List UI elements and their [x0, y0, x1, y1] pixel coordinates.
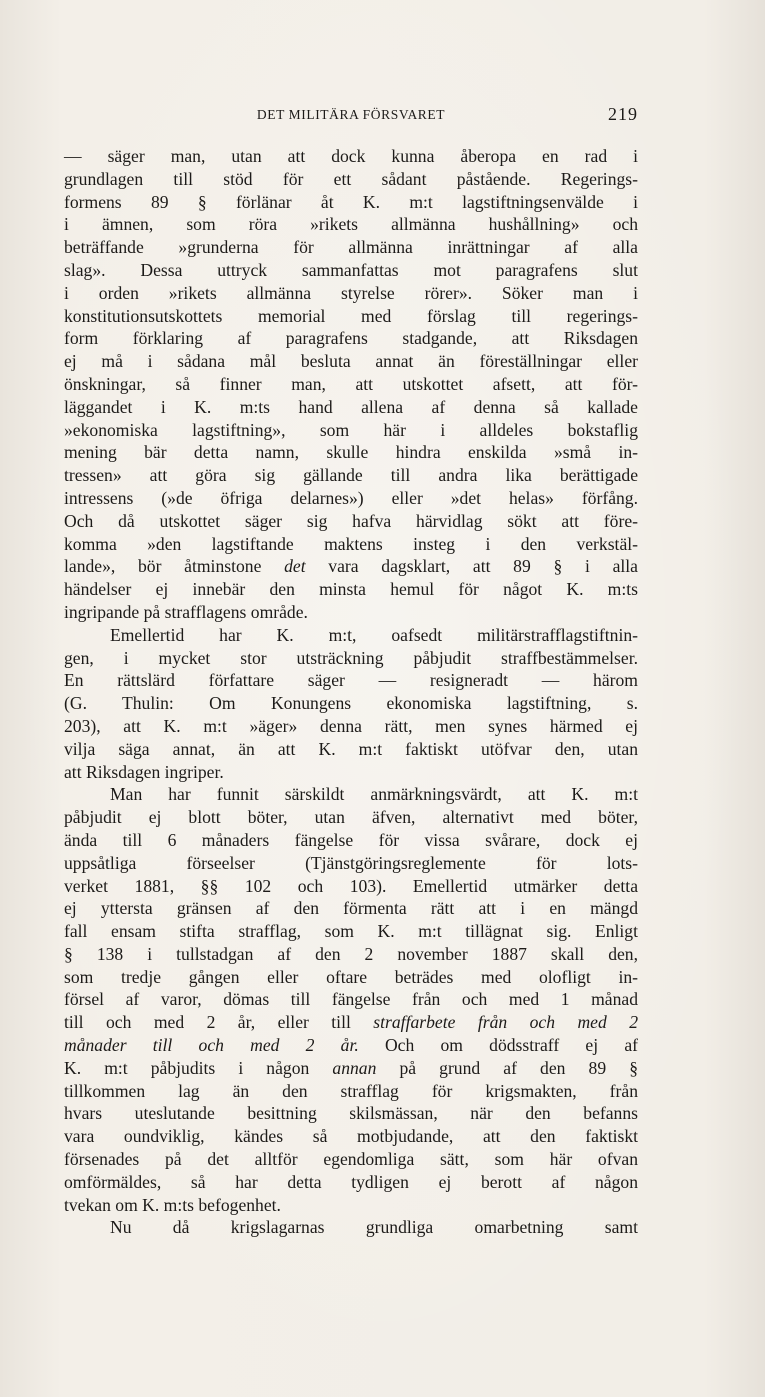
text-line: försel af varor, dömas till fängelse från och med 1 månad: [64, 989, 638, 1010]
text-segment: K. m:t påbjudits i någon: [64, 1057, 333, 1078]
text-line: »ekonomiska lagstiftning», som här i alldeles bokstaflig: [64, 419, 638, 440]
text-line: ingripande på strafflagens område.: [64, 601, 308, 622]
text-line: form förklaring af paragrafens stadgande, att Riksdagen: [64, 328, 638, 349]
text-segment: till och med 2 år, eller till: [64, 1012, 374, 1033]
text-line: Emellertid har K. m:t, oafsedt militärstrafflagstiftnin-: [110, 624, 638, 645]
text-line: hvars uteslutande besittning skilsmässan, när den befanns: [64, 1103, 638, 1124]
text-line: läggandet i K. m:ts hand allena af denna så kallade: [64, 396, 638, 417]
italic-segment: månader till och med 2 år.: [64, 1035, 359, 1056]
text-line: tvekan om K. m:ts befogenhet.: [64, 1194, 281, 1215]
text-line: slag». Dessa uttryck sammanfattas mot paragrafens slut: [64, 259, 638, 280]
text-line: i orden »rikets allmänna styrelse rörer». Söker man i: [64, 282, 638, 303]
text-segment: på grund af den 89 §: [376, 1057, 638, 1078]
text-line: beträffande »grunderna för allmänna inrättningar af alla: [64, 237, 638, 258]
text-line: [64, 1034, 638, 1057]
text-line: fall ensam stifta strafflag, som K. m:t tillägnat sig. Enligt: [64, 921, 638, 942]
text-segment: lande», bör åtminstone: [64, 556, 285, 577]
text-line: komma »den lagstiftande maktens insteg i den verkstäl-: [64, 533, 638, 554]
text-line: att Riksdagen ingriper.: [64, 761, 224, 782]
italic-segment: straffarbete från och med 2: [373, 1012, 638, 1033]
text-line: gen, i mycket stor utsträckning påbjudit straffbestämmelser.: [64, 647, 638, 668]
text-line: ej yttersta gränsen af den förmenta rätt att i en mängd: [64, 898, 638, 919]
text-segment: Och om dödsstraff ej af: [358, 1035, 638, 1056]
text-line: grundlagen till stöd för ett sådant påstående. Regerings-: [64, 168, 638, 189]
text-line: i ämnen, som röra »rikets allmänna hushållning» och: [64, 214, 638, 235]
text-line: [64, 1011, 638, 1034]
text-line: ej må i sådana mål besluta annat än föreställningar eller: [64, 351, 638, 372]
text-line: mening bär detta namn, skulle hindra enskilda »små in-: [64, 442, 638, 463]
page-header: [64, 104, 638, 128]
text-line: önskningar, så finner man, att utskottet afsett, att för-: [64, 373, 638, 394]
text-line: [64, 555, 638, 578]
text-line: [64, 1057, 638, 1080]
text-line: En rättslärd författare säger — resigneradt — härom: [64, 670, 638, 691]
text-line: Nu då krigslagarnas grundliga omarbetning samt: [110, 1217, 638, 1238]
text-line: händelser ej innebär den minsta hemul för något K. m:ts: [64, 579, 638, 600]
text-line: vara oundviklig, kändes så motbjudande, att den faktiskt: [64, 1126, 638, 1147]
page-number: 219: [608, 104, 638, 124]
text-line: formens 89 § förlänar åt K. m:t lagstiftningsenvälde i: [64, 191, 638, 212]
text-line: 203), att K. m:t »äger» denna rätt, men synes härmed ej: [64, 715, 638, 736]
text-line: uppsåtliga förseelser (Tjänstgöringsreglemente för lots-: [64, 852, 638, 873]
text-line: § 138 i tullstadgan af den 2 november 1887 skall den,: [64, 943, 638, 964]
text-line: Man har funnit särskildt anmärkningsvärdt, att K. m:t: [110, 784, 638, 805]
text-line: — säger man, utan att dock kunna åberopa en rad i: [64, 146, 638, 166]
text-line: Och då utskottet säger sig hafva härvidlag sökt att före-: [64, 510, 638, 531]
text-line: försenades på det alltför egendomliga sätt, som här ofvan: [64, 1149, 638, 1170]
italic-segment: det: [284, 556, 306, 577]
text-line: intressens (»de öfriga delarnes») eller »det helas» förfång.: [64, 487, 638, 508]
text-line: konstitutionsutskottets memorial med förslag till regerings-: [64, 305, 638, 326]
text-line: som tredje gången eller oftare beträdes med olofligt in-: [64, 966, 638, 987]
text-line: (G. Thulin: Om Konungens ekonomiska lagstiftning, s.: [64, 693, 638, 714]
text-line: tillkommen lag än den strafflag för krigsmakten, från: [64, 1080, 638, 1101]
text-line: vilja säga annat, än att K. m:t faktiskt utöfvar den, utan: [64, 738, 638, 759]
text-segment: vara dagsklart, att 89 § i alla: [305, 556, 638, 577]
body-text: [64, 145, 638, 1239]
text-line: tressen» att göra sig gällande till andra lika berättigade: [64, 465, 638, 486]
text-line: omförmäldes, så har detta tydligen ej berott af någon: [64, 1171, 638, 1192]
running-title: DET MILITÄRA FÖRSVARET: [256, 107, 446, 122]
italic-segment: annan: [332, 1057, 377, 1078]
text-line: verket 1881, §§ 102 och 103). Emellertid utmärker detta: [64, 875, 638, 896]
text-line: påbjudit ej blott böter, utan äfven, alternativt med böter,: [64, 807, 638, 828]
text-line: ända till 6 månaders fängelse för vissa svårare, dock ej: [64, 829, 638, 850]
